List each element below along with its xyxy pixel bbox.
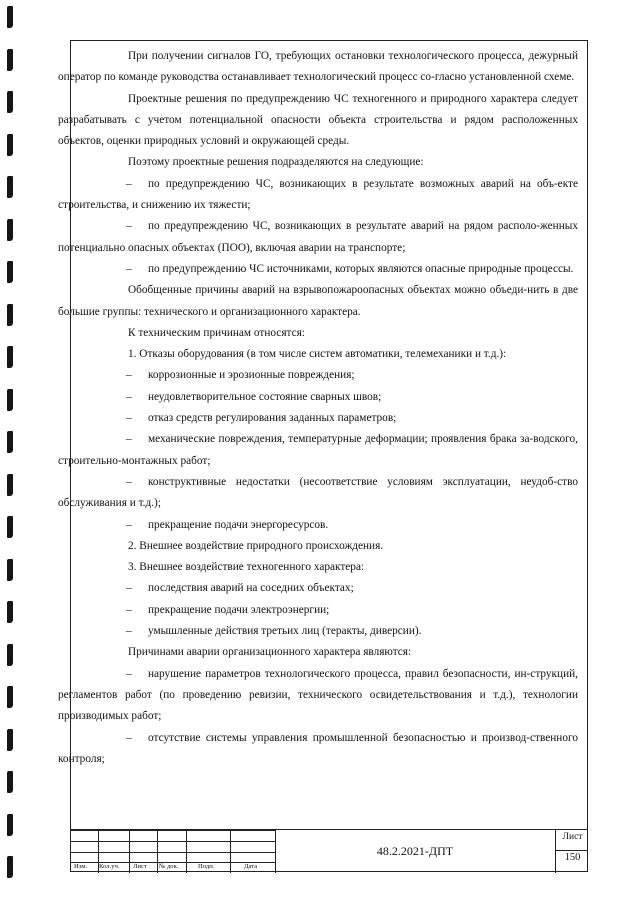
list-item-text: неудовлетворительное состояние сварных швов; [148, 390, 382, 403]
binding-hole [7, 431, 13, 453]
list-item-text: по предупреждению ЧС, возникающих в результате возможных аварий на объ-екте строительства, и снижению их тяжести; [58, 177, 578, 212]
list-item-text: отказ средств регулирования заданных параметров; [148, 412, 397, 425]
binding-hole [7, 516, 13, 538]
list-item [58, 515, 578, 536]
binding-hole [7, 771, 13, 793]
list-dash: – [126, 582, 132, 595]
binding-hole [7, 91, 13, 113]
list-item [58, 429, 578, 472]
paragraph: Проектные решения по предупреждению ЧС техногенного и природного характера следует разрабатывать с учетом потенциальной опасности объекта строительства и рядом расположенных объектов, оценки природных условий и окружающей среды. [58, 92, 578, 148]
list-item [58, 664, 578, 728]
list-item-text: по предупреждению ЧС, возникающих в результате аварий на рядом располо-женных потенциально опасных объектах (ПОО), включая аварии на транспорте; [58, 220, 578, 254]
binding-hole [7, 856, 13, 878]
label-kol-uch: Кол.уч. [99, 863, 120, 870]
binding-hole [7, 474, 13, 496]
list-dash: – [126, 390, 132, 403]
list-dash: – [126, 731, 132, 744]
label-podp: Подп. [198, 863, 215, 870]
paragraph: Поэтому проектные решения подразделяются на следующие: [128, 156, 424, 169]
list-dash: – [126, 475, 132, 488]
list-dash: – [126, 220, 132, 233]
binding-hole [7, 686, 13, 708]
list-item-text: прекращение подачи электроэнергии; [148, 603, 330, 616]
list-dash: – [126, 369, 132, 382]
list-item-text: коррозионные и эрозионные повреждения; [148, 369, 355, 382]
binding-hole [7, 49, 13, 71]
list-item [58, 216, 578, 259]
binding-hole [7, 219, 13, 241]
binding-hole [7, 346, 13, 368]
paragraph: Причинами аварии организационного характера являются: [128, 646, 412, 659]
list-item [58, 621, 578, 642]
list-item-text: нарушение параметров технологического процесса, правил безопасности, ин-струкций, регламентов работ (по проведению ревизии, технического освидетельствования и т.д.), технологии производимых работ; [58, 667, 578, 723]
list-item-text: умышленные действия третьих лиц (теракты, диверсии). [148, 625, 422, 638]
list-item [58, 600, 578, 621]
list-item [58, 578, 578, 599]
label-izm: Изм. [74, 863, 88, 870]
binding-hole [7, 729, 13, 751]
sheet-number: 150 [564, 852, 581, 863]
binding-hole [7, 814, 13, 836]
paragraph: При получении сигналов ГО, требующих остановки технологического процесса, дежурный оператор по команде руководства останавливает технологический процесс со-гласно установленной схеме. [58, 50, 578, 84]
paragraph: 3. Внешнее воздействие техногенного характера: [128, 561, 365, 574]
paragraph: Обобщенные причины аварий на взрывопожароопасных объектах можно объеди-нить в две большие группы: технического и организационного характера. [58, 284, 578, 318]
label-list: Лист [133, 863, 147, 870]
binding-hole [7, 601, 13, 623]
label-n-dok: № док. [159, 863, 179, 870]
list-dash: – [126, 667, 132, 680]
paragraph: К техническим причинам относятся: [128, 326, 305, 339]
binding-hole [7, 644, 13, 666]
document-code: 48.2.2021-ДПТ [376, 844, 454, 858]
list-item-text: по предупреждению ЧС источниками, которых являются опасные природные процессы. [148, 262, 574, 275]
list-dash: – [126, 177, 132, 190]
list-dash: – [126, 625, 132, 638]
list-item-text: механические повреждения, температурные деформации; проявления брака за-водского, строительно-монтажных работ; [58, 433, 578, 467]
list-dash: – [126, 518, 132, 531]
list-item [58, 259, 578, 280]
binding-hole [7, 134, 13, 156]
list-dash: – [126, 433, 132, 446]
list-item-text: прекращение подачи энергоресурсов. [148, 518, 329, 531]
document-body [58, 46, 578, 770]
label-data: Дата [244, 863, 258, 870]
paragraph: 2. Внешнее воздействие природного происхождения. [128, 539, 384, 552]
binding-holes [4, 0, 18, 905]
binding-hole [7, 559, 13, 581]
sheet-label: Лист [562, 832, 583, 842]
binding-hole [7, 389, 13, 411]
list-item-text: последствия аварий на соседних объектах; [148, 582, 354, 595]
list-item [58, 365, 578, 386]
paragraph: 1. Отказы оборудования (в том числе систем автоматики, телемеханики и т.д.): [128, 348, 507, 361]
list-dash: – [126, 603, 132, 616]
binding-hole [7, 6, 13, 28]
list-item [58, 472, 578, 515]
binding-hole [7, 261, 13, 283]
list-dash: – [126, 262, 132, 275]
list-item [58, 387, 578, 408]
list-dash: – [126, 412, 132, 425]
binding-hole [7, 176, 13, 198]
list-item-text: отсутствие системы управления промышленной безопасностью и производ-ственного контроля; [58, 731, 578, 765]
list-item [58, 728, 578, 771]
list-item [58, 174, 578, 217]
list-item [58, 408, 578, 429]
binding-hole [7, 304, 13, 326]
list-item-text: конструктивные недостатки (несоответствие условиям эксплуатации, неудоб-ство обслуживания и т.д.); [58, 475, 578, 510]
title-block [70, 829, 588, 872]
